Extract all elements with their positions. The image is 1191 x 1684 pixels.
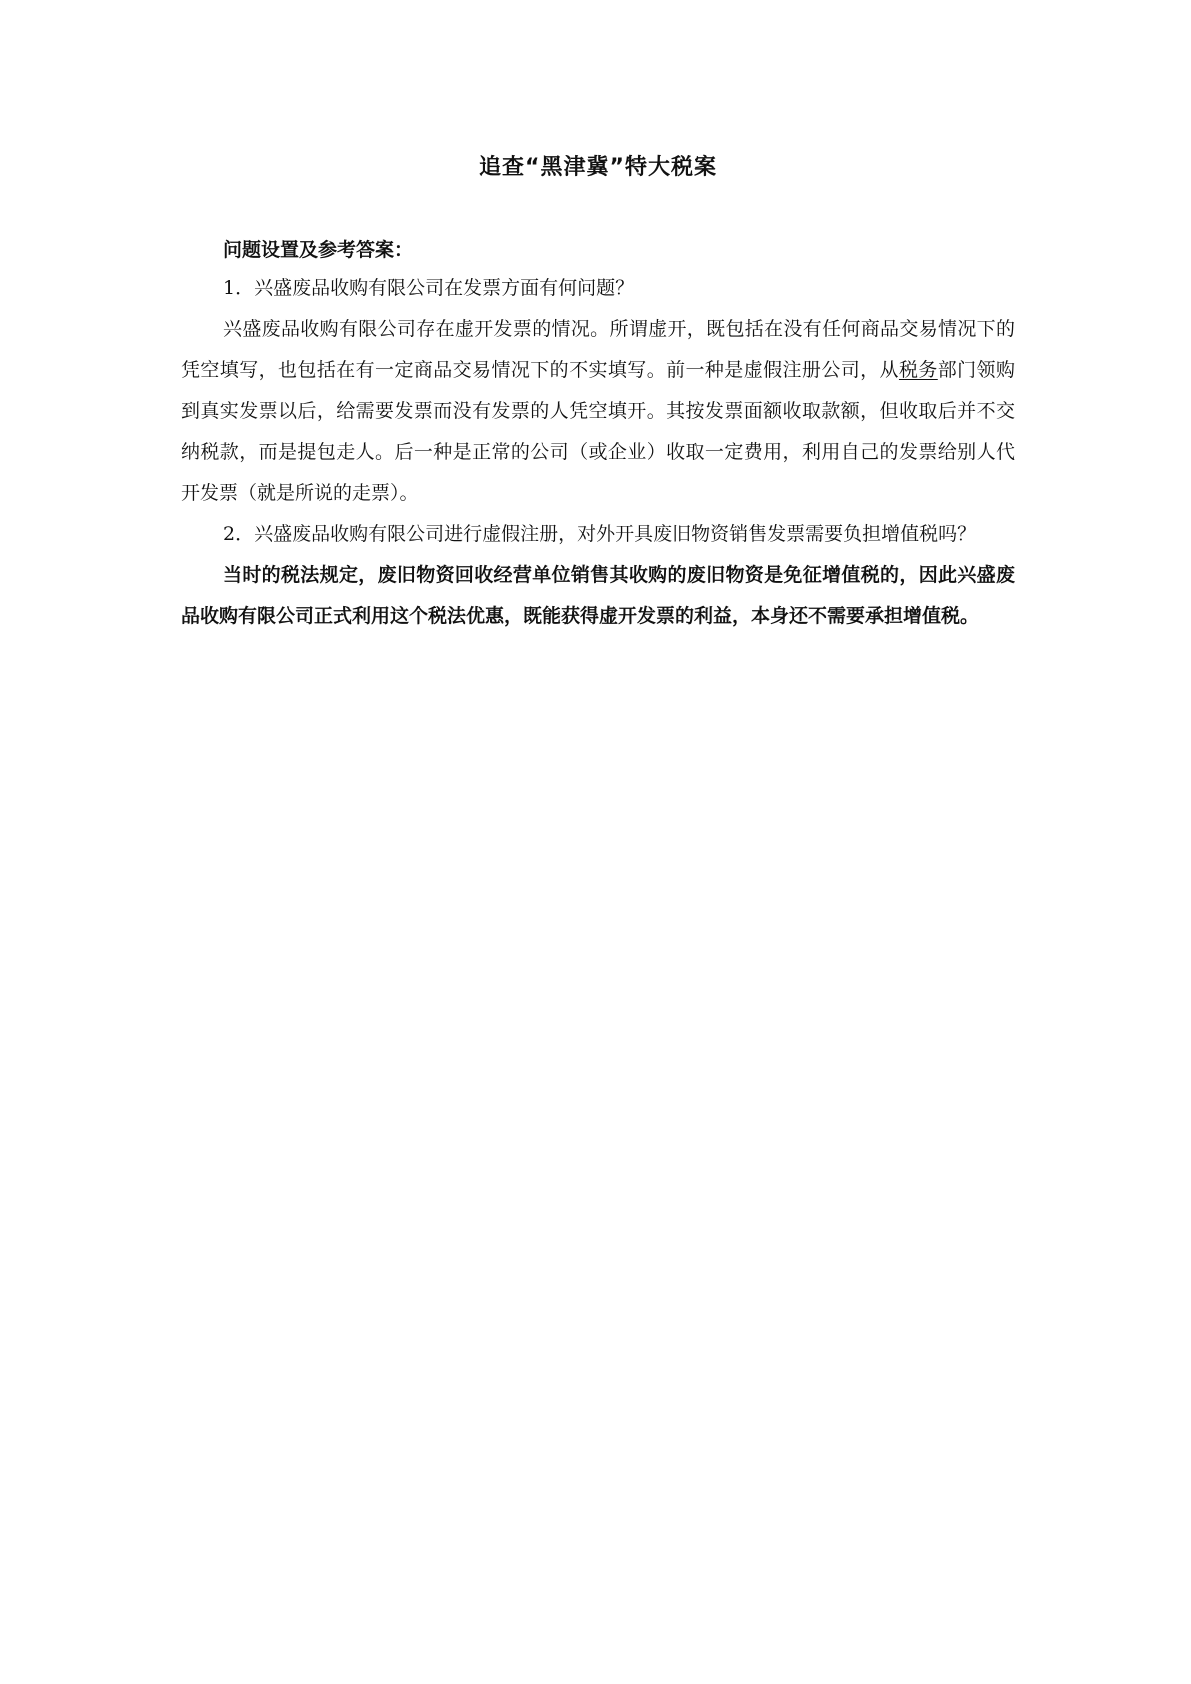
answer-1-text-start: 兴盛废品收购有限公司存在虚开发票的情况。所谓虚开，既包括在没有任何商品交易情况下的凭空填写，也包括在有一定商品交易情况下的不实填写。前一种是虚假注册公司，从 (181, 318, 1015, 381)
answer-2: 当时的税法规定，废旧物资回收经营单位销售其收购的废旧物资是免征增值税的，因此兴盛废品收购有限公司正式利用这个税法优惠，既能获得虚开发票的利益，本身还不需要承担增值税。 (181, 564, 1015, 627)
question-2: 2．兴盛废品收购有限公司进行虚假注册，对外开具废旧物资销售发票需要负担增值税吗？ (223, 523, 977, 545)
answer-1 (181, 309, 1015, 514)
answer-1-text-end: 部门领购到真实发票以后，给需要发票而没有发票的人凭空填开。其按发票面额收取款额，但收取后并不交纳税款，而是提包走人。后一种是正常的公司（或企业）收取一定费用，利用自己的发票给别人代开发票（就是所说的走票）。 (181, 359, 1015, 504)
tax-link[interactable]: 税务 (898, 359, 938, 381)
section-heading: 问题设置及参考答案： (223, 239, 414, 261)
document-body (181, 140, 1015, 637)
document-title: 追查“黑津冀”特大税案 (479, 155, 717, 180)
question-1: 1．兴盛废品收购有限公司在发票方面有何问题？ (223, 277, 635, 299)
